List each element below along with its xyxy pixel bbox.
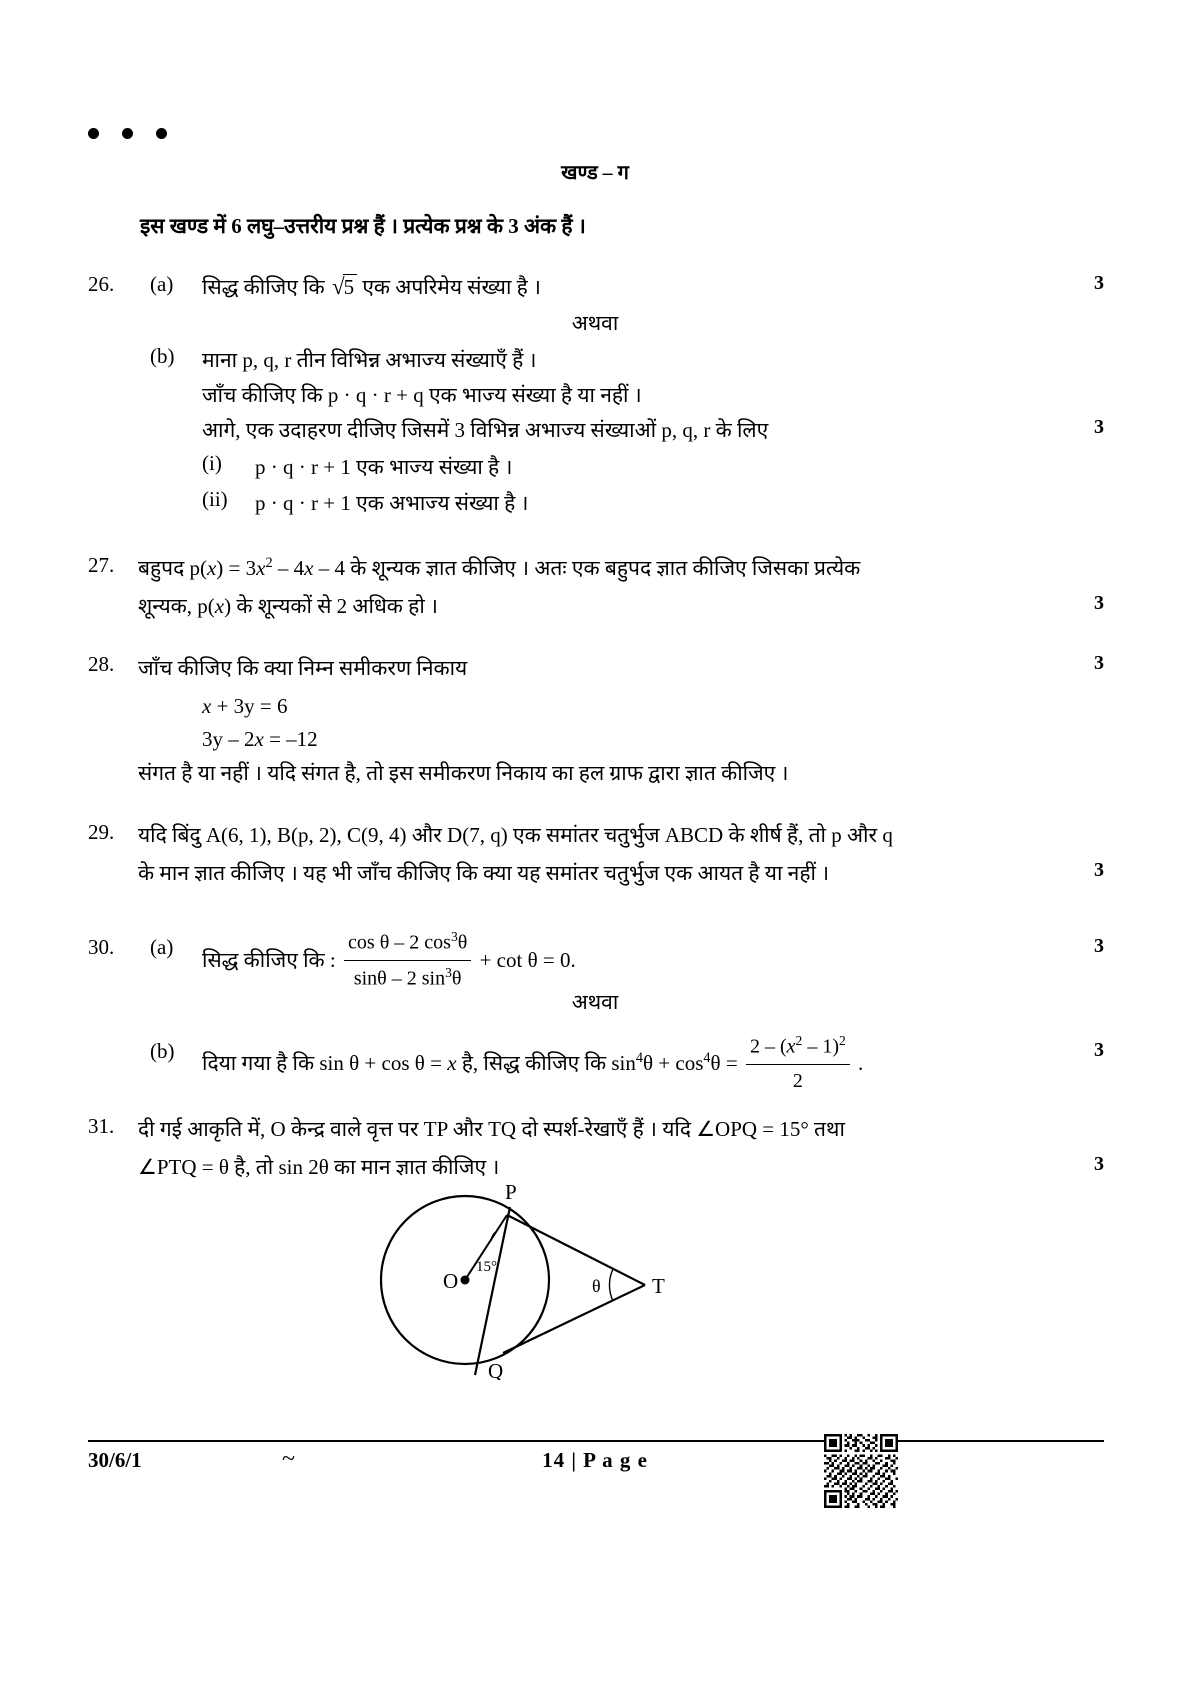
svg-text:Q: Q xyxy=(488,1359,504,1380)
footer-tilde: ~ xyxy=(282,1446,295,1472)
svg-text:O: O xyxy=(443,1269,459,1293)
question-28-line2: संगत है या नहीं । यदि संगत है, तो इस समीकरण निकाय का हल ग्राफ द्वारा ज्ञात कीजिए । xyxy=(138,761,789,785)
question-31-marks: 3 xyxy=(1094,1153,1104,1175)
question-29-line1: यदि बिंदु A(6, 1), B(p, 2), C(9, 4) और D(7, q) एक समांतर चतुर्भुज ABCD के शीर्ष हैं, तो p और q xyxy=(138,823,893,847)
question-26b-i-text: p · q · r + 1 एक भाज्य संख्या है । xyxy=(255,455,513,479)
question-26a-label: (a) xyxy=(150,272,174,296)
question-27-line1: बहुपद $p(x) = 3x^2 - 4x - 4$ के शून्यक ज्ञात कीजिए । अतः एक बहुपद ज्ञात कीजिए जिसका प्रत्येक xyxy=(138,555,861,580)
decorative-dots xyxy=(88,128,178,142)
question-30a-prefix: सिद्ध कीजिए कि : xyxy=(202,947,336,972)
question-28-marks: 3 xyxy=(1094,652,1104,674)
question-27-marks: 3 xyxy=(1094,592,1104,614)
question-26b-line3: आगे, एक उदाहरण दीजिए जिसमें 3 विभिन्न अभाज्य संख्याओं p, q, r के लिए xyxy=(202,418,769,442)
question-30b-label: (b) xyxy=(150,1039,175,1063)
question-30b-marks: 3 xyxy=(1094,1039,1104,1061)
circle-tangents-figure xyxy=(355,1185,715,1380)
question-26-or: अथवा xyxy=(571,311,619,335)
question-30a-fraction xyxy=(344,926,471,994)
page-number: 14 | P a g e xyxy=(542,1448,648,1472)
question-30a-marks: 3 xyxy=(1094,935,1104,957)
question-26b-label: (b) xyxy=(150,344,175,368)
question-26b-text: माना p, q, r तीन विभिन्न अभाज्य संख्याएँ हैं । xyxy=(202,348,537,372)
question-29-line2: के मान ज्ञात कीजिए । यह भी जाँच कीजिए कि क्या यह समांतर चतुर्भुज एक आयत है या नहीं । xyxy=(138,861,830,885)
question-26b-i-label: (i) xyxy=(202,451,222,475)
question-31-line1: दी गई आकृति में, O केन्द्र वाले वृत्त पर TP और TQ दो स्पर्श-रेखाएँ हैं । यदि ∠OPQ = 15° तथा xyxy=(138,1117,845,1141)
question-26a-marks: 3 xyxy=(1094,272,1104,294)
footer-divider xyxy=(88,1440,1104,1442)
section-heading: खण्ड – ग xyxy=(561,162,629,184)
svg-text:P: P xyxy=(505,1185,517,1204)
question-30a-denominator: sinθ – 2 $\sin^3\theta$ xyxy=(353,964,462,990)
qr-code xyxy=(824,1434,898,1508)
question-27-number: 27. xyxy=(88,553,115,577)
question-31-number: 31. xyxy=(88,1114,115,1138)
question-30b-fraction xyxy=(746,1030,850,1097)
question-30b-numerator: $2 - (x^2 - 1)^2$ xyxy=(746,1030,850,1065)
svg-text:T: T xyxy=(652,1274,665,1298)
question-26b-ii-label: (ii) xyxy=(202,487,228,511)
paper-code: 30/6/1 xyxy=(88,1448,142,1472)
question-26a-text: सिद्ध कीजिए कि √5 एक अपरिमेय संख्या है । xyxy=(202,274,542,299)
question-30a-text xyxy=(202,928,576,996)
question-29-marks: 3 xyxy=(1094,859,1104,881)
question-30-or: अथवा xyxy=(571,990,619,1014)
question-26b-marks: 3 xyxy=(1094,416,1104,438)
question-27-line2: शून्यक, p(x) के शून्यकों से 2 अधिक हो । xyxy=(138,594,438,618)
question-28-line1: जाँच कीजिए कि क्या निम्न समीकरण निकाय xyxy=(138,656,468,680)
question-31-line2: ∠PTQ = θ है, तो sin 2θ का मान ज्ञात कीजिए । xyxy=(138,1155,500,1179)
question-28-equation-2: 3y – 2x = –12 xyxy=(202,727,318,751)
question-30a-suffix: + cot θ = 0. xyxy=(479,947,576,972)
question-30b-suffix: . xyxy=(858,1051,864,1076)
question-30a-numerator: cos θ – 2 $\cos^3\theta$ xyxy=(344,926,471,961)
question-30a-label: (a) xyxy=(150,935,174,959)
question-26b-ii-text: p · q · r + 1 एक अभाज्य संख्या है । xyxy=(255,491,529,515)
question-26b-line2: जाँच कीजिए कि p · q · r + q एक भाज्य संख्या है या नहीं । xyxy=(202,383,642,407)
section-instruction: इस खण्ड में 6 लघु–उत्तरीय प्रश्न हैं । प्रत्येक प्रश्न के 3 अंक हैं । xyxy=(140,214,586,238)
question-30b-text: दिया गया है कि sin θ + cos θ = x है, सिद्ध कीजिए कि $\sin^4\theta + \cos^4\theta$ = $\frac{2 - (x^2 - 1)^2}{2}$ . xyxy=(202,1032,863,1099)
question-29-number: 29. xyxy=(88,820,115,844)
svg-text:θ: θ xyxy=(592,1276,601,1296)
question-30b-denominator: 2 xyxy=(792,1069,803,1092)
question-26-number: 26. xyxy=(88,272,115,296)
question-28-number: 28. xyxy=(88,652,115,676)
question-30-number: 30. xyxy=(88,935,115,959)
question-28-equation-1: x + 3y = 6 xyxy=(202,694,288,718)
svg-text:15°: 15° xyxy=(476,1259,497,1275)
